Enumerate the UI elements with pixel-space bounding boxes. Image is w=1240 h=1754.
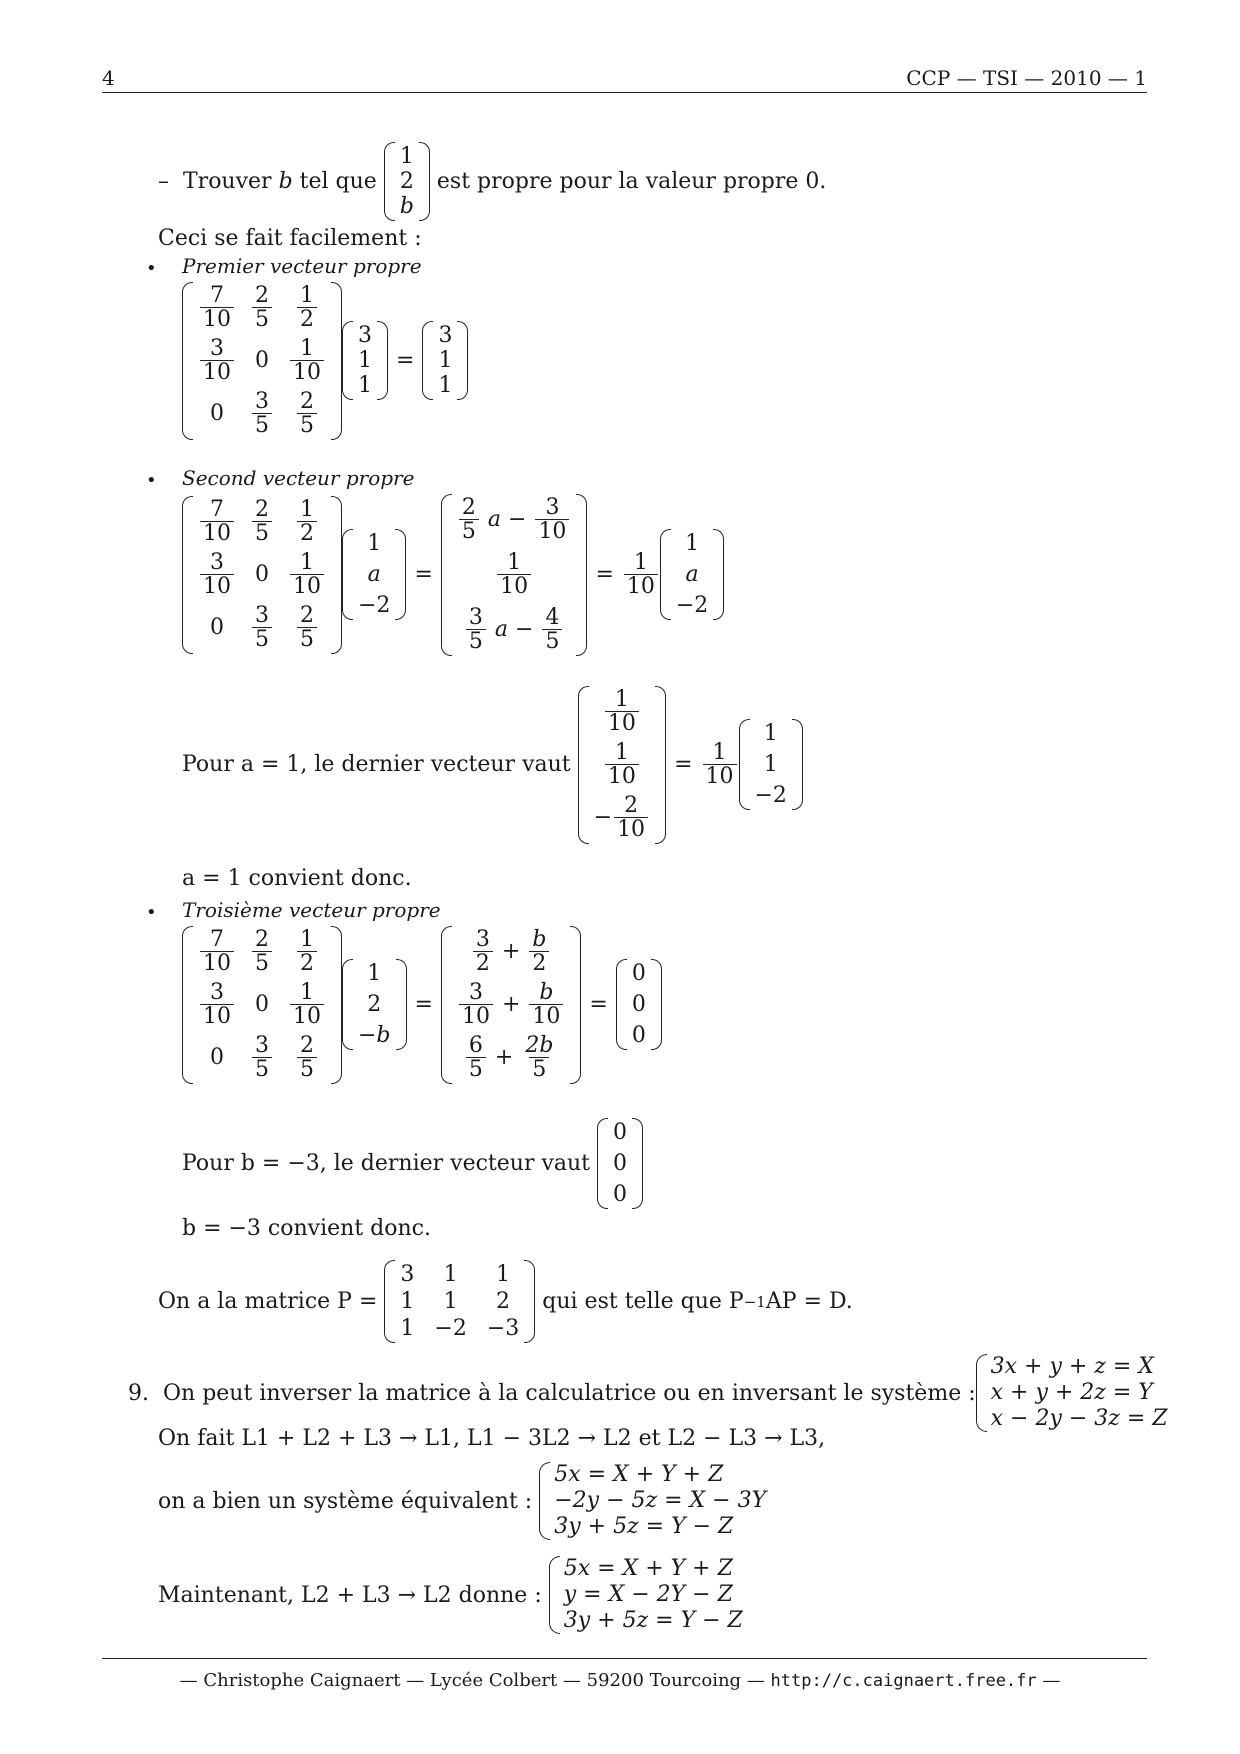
matrix-cell: −b [358, 1023, 391, 1049]
matrix-cell: 1 [358, 348, 372, 374]
matrix-cell: 1 [358, 373, 372, 399]
matrix-cell: $\frac{1}{10}$ [288, 981, 326, 1028]
system-line: 3y + 5z = Y − Z [563, 1608, 743, 1633]
matrix-cell: $\frac{1}{10}$ [288, 551, 326, 598]
easily-text: Ceci se fait facilement : [158, 226, 422, 251]
q9-ops: On fait L1 + L2 + L3 → L1, L1 − 3L2 → L2 et L2 − L3 → L3, [158, 1426, 826, 1451]
matrix-a [182, 926, 342, 1084]
matrix-cell: 1 [400, 1289, 415, 1314]
matrix-cell: $\frac{2}{5}$ [295, 604, 319, 651]
matrix-cell: 2 [496, 1289, 511, 1314]
matrix-cell: $\frac{3}{5}$ [250, 604, 274, 651]
second-coef: $\frac{1}{10}$ [624, 551, 658, 598]
matrix-cell: −3 [486, 1316, 520, 1341]
system-line: 5x = X + Y + Z [563, 1556, 733, 1581]
matrix-cell: 0 [613, 1120, 628, 1145]
matrix-cell: 1 [443, 1262, 458, 1287]
system-line: x + y + 2z = Y [990, 1380, 1153, 1405]
matrix-p-after2: AP = D. [765, 1289, 853, 1314]
matrix-cell: $\frac{1}{10}$ [495, 551, 533, 598]
matrix-cell: −2 [675, 593, 709, 619]
third-equation: $\frac{7}{10}$ $\frac{2}{5}$ $\frac{1}{2}$ $\frac{3}{10}$ 0 $\frac{1}{10}$ 0 $\frac{3}{5}$ $\frac{2}{5}$ 1 2 −b = $\frac{3}{2}$ + $\frac{b}{2}$ $\frac{3}{10}$ + $\frac{b}{10}$ $\frac{6}{5}$ + $\frac{2b}{5}$ = 0 0 0 [182, 926, 662, 1084]
matrix-cell: −2 [358, 593, 391, 619]
intro-line [158, 142, 826, 221]
matrix-cell: 0 [255, 992, 269, 1018]
third-heading: Troisième vecteur propre [182, 898, 441, 922]
intro-text-c: est propre pour la valeur propre 0. [436, 169, 827, 194]
first-heading: Premier vecteur propre [182, 254, 422, 278]
matrix-cell: 0 [255, 348, 269, 374]
matrix-cell: 2 [399, 169, 414, 194]
third-pour [182, 1118, 643, 1209]
matrix-cell: $\frac{3}{5}$ [250, 1034, 274, 1081]
matrix-p [384, 1260, 535, 1343]
matrix-cell: $\frac{2}{5}$ [250, 284, 274, 331]
matrix-cell: $\frac{3}{10}$ [198, 551, 236, 598]
matrix-cell: 0 [631, 961, 646, 987]
system-line: 5x = X + Y + Z [554, 1462, 724, 1487]
third-result [616, 959, 662, 1050]
matrix-p-line [158, 1260, 853, 1343]
q9-now-text: Maintenant, L2 + L3 → L2 donne : [158, 1582, 542, 1608]
matrix-cell: $\frac{6}{5}$ + $\frac{2b}{5}$ [464, 1034, 559, 1081]
matrix-cell: 1 [438, 348, 453, 374]
matrix-cell: 3 [400, 1262, 415, 1287]
matrix-cell: a [685, 562, 699, 588]
matrix-cell: $\frac{3}{10}$ [198, 337, 236, 384]
matrix-cell: a [367, 562, 381, 588]
system-3 [549, 1556, 743, 1634]
matrix-cell: 1 [496, 1262, 511, 1287]
matrix-cell: $\frac{1}{2}$ [295, 928, 319, 975]
second-conclusion: a = 1 convient donc. [182, 866, 412, 891]
second-vector [342, 529, 406, 620]
matrix-cell: $\frac{3}{10}$ + $\frac{b}{10}$ [457, 981, 565, 1028]
matrix-cell: $\frac{1}{2}$ [295, 498, 319, 545]
footer [0, 1670, 1240, 1691]
matrix-cell: 0 [631, 992, 646, 1018]
matrix-cell: $\frac{3}{10}$ [198, 981, 236, 1028]
third-conclusion: b = −3 convient donc. [182, 1216, 431, 1241]
system-line: x − 2y − 3z = Z [990, 1406, 1168, 1431]
header-rule [102, 92, 1147, 93]
matrix-cell: $\frac{3}{2}$ + $\frac{b}{2}$ [471, 928, 552, 975]
system-line: 3x + y + z = X [990, 1354, 1154, 1379]
system-2 [539, 1462, 766, 1540]
matrix-cell: 3 [358, 323, 372, 349]
matrix-p-before: On a la matrice P = [158, 1289, 378, 1314]
second-pour-text: Pour a = 1, le dernier vecteur vaut [182, 752, 571, 778]
matrix-cell: 1 [763, 721, 778, 747]
intro-b: b [278, 169, 293, 194]
matrix-cell: $\frac{2}{5}$ a − $\frac{3}{10}$ [457, 496, 572, 543]
matrix-cell: 1 [367, 531, 382, 557]
matrix-cell: b [399, 194, 414, 219]
matrix-a [182, 282, 342, 440]
system-1 [976, 1354, 1168, 1432]
intro-dash: – [158, 169, 169, 194]
first-result [422, 321, 468, 400]
intro-text-b: tel que [292, 169, 377, 194]
matrix-cell: $\frac{2}{5}$ [295, 1034, 319, 1081]
matrix-cell: $\frac{7}{10}$ [198, 498, 236, 545]
matrix-cell: 1 [367, 961, 382, 987]
system-line: 3y + 5z = Y − Z [554, 1514, 734, 1539]
matrix-cell: 1 [438, 373, 453, 399]
footer-end: — [1042, 1670, 1061, 1691]
bullet-dot: • [146, 258, 157, 279]
matrix-cell: 0 [255, 562, 269, 588]
matrix-p-exp: −1 [743, 1292, 766, 1311]
second-equation: $\frac{7}{10}$ $\frac{2}{5}$ $\frac{1}{2}$ $\frac{3}{10}$ 0 $\frac{1}{10}$ 0 $\frac{3}{5}$ $\frac{2}{5}$ 1 a −2 = $\frac{2}{5}$ a − $\frac{3}{10}$ $\frac{1}{10}$ $\frac{3}{5}$ a − $\frac{4}{5}$ = $\frac{1}{10}$ 1 a −2 [182, 494, 724, 656]
matrix-cell: 0 [613, 1182, 628, 1207]
second-mid [441, 494, 588, 656]
matrix-cell: $\frac{7}{10}$ [198, 284, 236, 331]
matrix-cell: 2 [367, 992, 382, 1018]
matrix-cell: −2 [434, 1316, 467, 1341]
header-title: CCP — TSI — 2010 — 1 [906, 66, 1147, 90]
matrix-cell: 1 [400, 1316, 415, 1341]
matrix-cell: 3 [438, 323, 453, 349]
matrix-cell: $\frac{2}{5}$ [250, 498, 274, 545]
matrix-p-after: qui est telle que P [542, 1289, 744, 1314]
matrix-cell: 1 [685, 531, 700, 557]
second-pour: Pour a = 1, le dernier vecteur vaut $\frac{1}{10}$ $\frac{1}{10}$ − $\frac{2}{10}$ = $\frac{1}{10}$ 1 1 −2 [182, 686, 803, 844]
first-equation [182, 282, 468, 440]
matrix-cell: $\frac{7}{10}$ [198, 928, 236, 975]
second-result [660, 529, 724, 620]
matrix-cell: $\frac{3}{5}$ [250, 390, 274, 437]
q9-text: On peut inverser la matrice à la calculatrice ou en inversant le système : [163, 1380, 976, 1406]
second-pour-result [739, 719, 803, 810]
matrix-cell: $\frac{3}{5}$ a − $\frac{4}{5}$ [464, 606, 565, 653]
matrix-a [182, 496, 342, 654]
matrix-cell: − $\frac{2}{10}$ [594, 794, 650, 841]
bullet-dot: • [146, 470, 157, 491]
matrix-cell: 1 [763, 752, 778, 778]
intro-text-a: Trouver [183, 169, 279, 194]
equals-sign: = [396, 348, 415, 374]
matrix-cell: $\frac{1}{10}$ [288, 337, 326, 384]
third-mid [441, 926, 581, 1084]
page-number: 4 [102, 66, 115, 90]
second-pour-vector [578, 686, 666, 844]
third-pour-text: Pour b = −3, le dernier vecteur vaut [182, 1151, 591, 1176]
matrix-cell: 1 [443, 1289, 458, 1314]
matrix-cell: 0 [210, 401, 224, 427]
find-vector [384, 142, 430, 221]
bullet-dot: • [146, 902, 157, 923]
first-vector [342, 321, 388, 400]
matrix-cell: $\frac{1}{10}$ [603, 741, 641, 788]
matrix-cell: $\frac{1}{10}$ [603, 688, 641, 735]
matrix-cell: $\frac{2}{5}$ [295, 390, 319, 437]
footer-link[interactable]: http://c.caignaert.free.fr [770, 1671, 1037, 1691]
matrix-cell: 0 [210, 1045, 224, 1071]
matrix-cell: $\frac{1}{2}$ [295, 284, 319, 331]
second-heading: Second vecteur propre [182, 466, 415, 490]
matrix-cell: $\frac{2}{5}$ [250, 928, 274, 975]
third-pour-vector [597, 1118, 643, 1209]
q9-number: 9. [128, 1380, 149, 1406]
q9-equiv-text: on a bien un système équivalent : [158, 1488, 533, 1514]
matrix-cell: −2 [754, 783, 787, 809]
q9-equiv [158, 1462, 766, 1540]
footer-text: — Christophe Caignaert — Lycée Colbert — 59200 Tourcoing — [179, 1670, 765, 1691]
footer-rule [102, 1658, 1147, 1659]
q9-now [158, 1556, 743, 1634]
second-pour-coef: $\frac{1}{10}$ [703, 741, 737, 788]
system-line: y = X − 2Y − Z [563, 1582, 733, 1607]
matrix-cell: 0 [210, 615, 224, 641]
q9-line [128, 1354, 1168, 1432]
third-vector [342, 959, 407, 1050]
matrix-cell: 0 [613, 1151, 628, 1176]
matrix-cell: 1 [399, 144, 414, 169]
matrix-cell: 0 [631, 1023, 646, 1049]
system-line: −2y − 5z = X − 3Y [554, 1488, 767, 1513]
